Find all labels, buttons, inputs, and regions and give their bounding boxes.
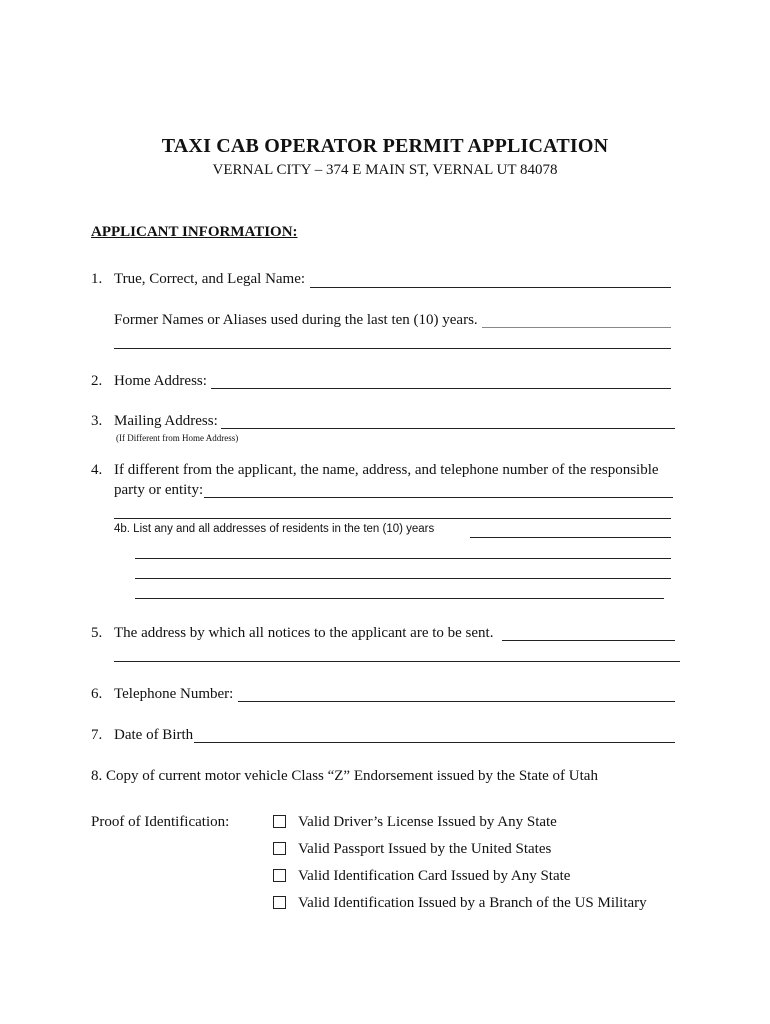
responsible-party-label-line-2: party or entity: (114, 482, 204, 498)
page-title: TAXI CAB OPERATOR PERMIT APPLICATION (161, 135, 609, 157)
id-card-checkbox[interactable] (273, 869, 286, 882)
mailing-address-field[interactable] (221, 428, 675, 429)
telephone-field[interactable] (238, 701, 675, 702)
prior-addresses-field-line-4[interactable] (135, 598, 664, 599)
responsible-party-label: If different from the applicant, the name, address, and telephone number of the responsible (114, 462, 659, 478)
home-address-field[interactable] (211, 388, 671, 389)
responsible-party-field[interactable] (204, 497, 673, 498)
item-number-4: 4. (91, 462, 103, 478)
prior-addresses-field[interactable] (470, 537, 671, 538)
notice-address-label: The address by which all notices to the applicant are to be sent. (114, 625, 494, 641)
home-address-label: Home Address: (114, 373, 207, 389)
former-names-field[interactable] (482, 327, 671, 328)
responsible-party-field-line-2[interactable] (114, 518, 671, 519)
drivers-license-checkbox[interactable] (273, 815, 286, 828)
item-number-5: 5. (91, 625, 103, 641)
passport-checkbox[interactable] (273, 842, 286, 855)
former-names-field-line-2[interactable] (114, 348, 671, 349)
section-heading: APPLICANT INFORMATION: (91, 224, 298, 240)
legal-name-label: True, Correct, and Legal Name: (114, 271, 306, 287)
mailing-address-label: Mailing Address: (114, 413, 218, 429)
item-number-2: 2. (91, 373, 103, 389)
date-of-birth-label: Date of Birth (114, 727, 194, 743)
item-number-1: 1. (91, 271, 103, 287)
drivers-license-option: Valid Driver’s License Issued by Any State (298, 814, 557, 830)
item-number-3: 3. (91, 413, 103, 429)
item-number-7: 7. (91, 727, 103, 743)
notice-address-field[interactable] (502, 640, 675, 641)
prior-addresses-label: 4b. List any and all addresses of residents in the ten (10) years (114, 523, 435, 535)
item-number-6: 6. (91, 686, 103, 702)
id-card-option: Valid Identification Card Issued by Any State (298, 868, 571, 884)
notice-address-field-line-2[interactable] (114, 661, 680, 662)
telephone-label: Telephone Number: (114, 686, 234, 702)
mailing-address-note: (If Different from Home Address) (116, 433, 239, 443)
page-subtitle: VERNAL CITY – 374 E MAIN ST, VERNAL UT 84078 (212, 162, 558, 178)
prior-addresses-field-line-3[interactable] (135, 578, 671, 579)
prior-addresses-field-line-2[interactable] (135, 558, 671, 559)
military-id-option: Valid Identification Issued by a Branch of the US Military (298, 895, 647, 911)
former-names-label: Former Names or Aliases used during the last ten (10) years. (114, 312, 478, 328)
military-id-checkbox[interactable] (273, 896, 286, 909)
passport-option: Valid Passport Issued by the United States (298, 841, 552, 857)
date-of-birth-field[interactable] (194, 742, 675, 743)
class-z-endorsement-label: 8. Copy of current motor vehicle Class “Z” Endorsement issued by the State of Utah (91, 768, 598, 784)
proof-of-id-label: Proof of Identification: (91, 814, 230, 830)
legal-name-field[interactable] (310, 287, 671, 288)
